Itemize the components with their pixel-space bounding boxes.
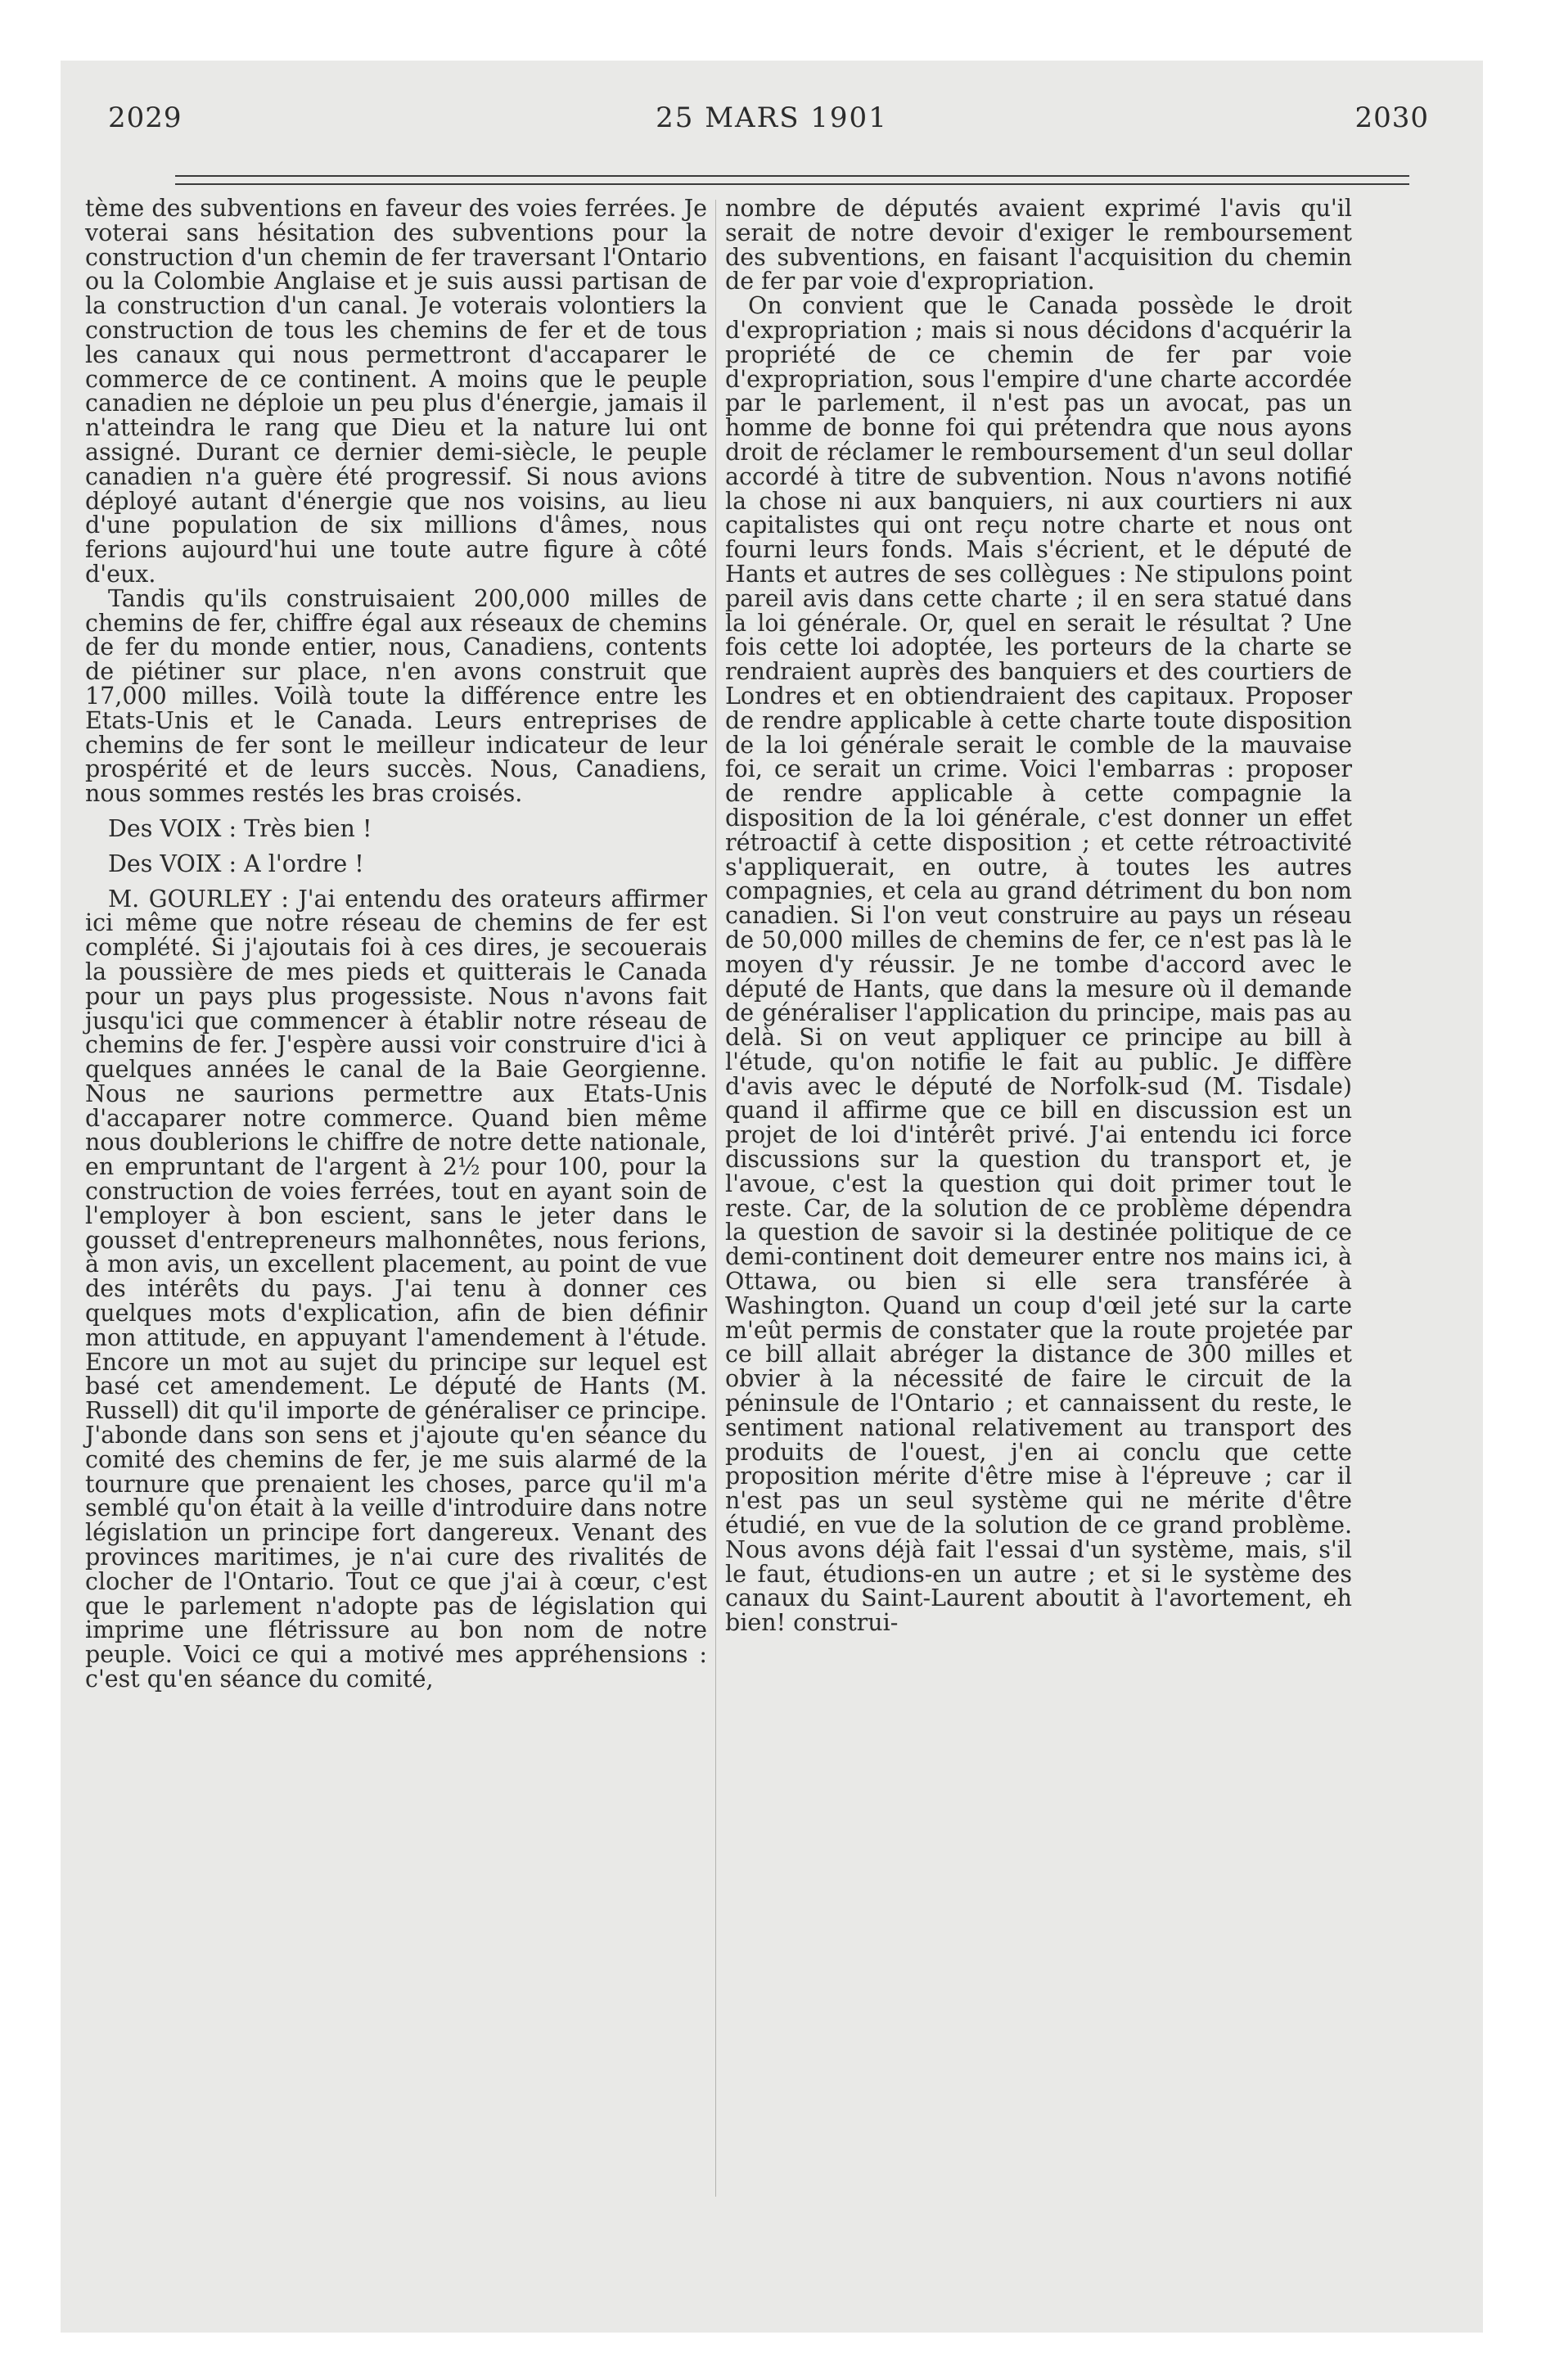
left-paragraph-2: Tandis qu'ils construisaient 200,000 milles de chemins de fer, chiffre égal aux réseaux de chemins de fer du monde entier, nous, Canadiens, contents de piétiner sur place, n'en avons construit que 17,000 milles. Voilà toute la différence entre les Etats-Unis et le Canada. Leurs entreprises de chemins de fer sont le meilleur indicateur de leur prospérité et de leurs succès. Nous, Canadiens, nous sommes restés les bras croisés.	[85, 584, 707, 808]
page-date-header: 25 MARS 1901	[656, 101, 888, 134]
column-divider	[715, 200, 716, 2197]
scanned-page	[61, 61, 1483, 2333]
voices-interjection-2: Des VOIX : A l'ordre !	[108, 850, 364, 877]
page-number-left: 2029	[108, 101, 183, 134]
right-paragraph-1: nombre de députés avaient exprimé l'avis qu'il serait de notre devoir d'exiger le remboursement des subventions, en faisant l'acquisition du chemin de fer par voie d'expropriation.	[725, 195, 1352, 295]
right-paragraph-2: On convient que le Canada possède le droit d'expropriation ; mais si nous décidons d'acquérir la propriété de ce chemin de fer par voie d'expropriation, sous l'empire d'une charte accordée par le parlement, il n'est pas un avocat, pas un homme de bonne foi qui prétendra que nous ayons droit de réclamer le remboursement d'un seul dollar accordé à titre de subvention. Nous n'avons notifié la chose ni aux banquiers, ni aux courtiers ni aux capitalistes qui ont reçu notre charte et nous ont fourni leurs fonds. Mais s'écrient, et le député de Hants et autres de ses collègues : Ne stipulons point pareil avis dans cette charte ; il en sera statué dans la loi générale. Or, quel en serait le résultat ? Une fois cette loi adoptée, les porteurs de la charte se rendraient auprès des banquiers et des courtiers de Londres et en obtiendraient des capitaux. Proposer de rendre applicable à cette charte toute disposition de la loi générale serait le comble de la mauvaise foi, ce serait un crime. Voici l'embarras : proposer de rendre applicable à cette compagnie la disposition de la loi générale, c'est donner un effet rétroactif à cette disposition ; et cette rétroactivité s'appliquerait, en outre, à toutes les autres compagnies, et cela au grand détriment du bon nom canadien. Si l'on veut construire au pays un réseau de 50,000 milles de chemins de fer, ce n'est pas là le moyen d'y réussir. Je ne tombe d'accord avec le député de Hants, que dans la mesure où il demande de généraliser l'application du principe, mais pas au delà. Si on veut appliquer ce principe au bill à l'étude, qu'on notifie le fait au public. Je diffère d'avis avec le député de Norfolk-sud (M. Tisdale) quand il affirme que ce bill en discussion est un projet de loi d'intérêt privé. J'ai entendu ici force discussions sur la question du transport et, je l'avoue, c'est la question qui doit primer tout le reste. Car, de la solution de ce problème dépendra la question de savoir si la destinée politique de ce demi-continent doit demeurer entre nos mains ici, à Ottawa, ou bien si elle sera transférée à Washington. Quand un coup d'œil jeté sur la carte m'eût permis de constater que la route projetée par ce bill allait abréger la distance de 300 milles et obvier à la nécessité de faire le circuit de la péninsule de l'Ontario ; et cannaissent du reste, le sentiment national relativement au transport des produits de l'ouest, j'en ai conclu que cette proposition mérite d'être mise à l'épreuve ; car il n'est pas un seul système qui ne mérite d'être étudié, en vue de la solution de ce grand problème. Nous avons déjà fait l'essai d'un système, mais, s'il le faut, étudions-en un autre ; et si le système des canaux du Saint-Laurent aboutit à l'avortement, eh bien! construi-	[725, 292, 1352, 1637]
header-rule-top	[175, 175, 1409, 177]
voices-interjection-1: Des VOIX : Très bien !	[108, 814, 372, 842]
page-number-right: 2030	[1354, 101, 1429, 134]
left-text-column	[85, 196, 707, 1692]
left-paragraph-1: tème des subventions en faveur des voies ferrées. Je voterai sans hésitation des subventions pour la construction d'un chemin de fer traversant l'Ontario ou la Colombie Anglaise et je suis aussi partisan de la construction d'un canal. Je voterais volontiers la construction de tous les chemins de fer et de tous les canaux qui nous permettront d'accaparer le commerce de ce continent. A moins que le peuple canadien ne déploie un peu plus d'énergie, jamais il n'atteindra le rang que Dieu et la nature lui ont assigné. Durant ce dernier demi-siècle, le peuple canadien n'a guère été progressif. Si nous avions déployé autant d'énergie que nos voisins, au lieu d'une population de six millions d'âmes, nous ferions aujourd'hui une toute autre figure à côté d'eux.	[85, 195, 707, 588]
header-rule-bottom	[175, 183, 1409, 185]
right-text-column	[725, 196, 1352, 1635]
left-paragraph-gourley: M. GOURLEY : J'ai entendu des orateurs affirmer ici même que notre réseau de chemins de fer est complété. Si j'ajoutais foi à ces dires, je secouerais la poussière de mes pieds et quitterais le Canada pour un pays plus progessiste. Nous n'avons fait jusqu'ici que commencer à établir notre réseau de chemins de fer. J'espère aussi voir construire d'ici à quelques années le canal de la Baie Georgienne. Nous ne saurions permettre aux Etats-Unis d'accaparer notre commerce. Quand bien même nous doublerions le chiffre de notre dette nationale, en empruntant de l'argent à 2½ pour 100, pour la construction de voies ferrées, tout en ayant soin de l'employer à bon escient, sans le jeter dans le gousset d'entrepreneurs malhonnêtes, nous ferions, à mon avis, un excellent placement, au point de vue des intérêts du pays. J'ai tenu à donner ces quelques mots d'explication, afin de bien définir mon attitude, en appuyant l'amendement à l'étude. Encore un mot au sujet du principe sur lequel est basé cet amendement. Le député de Hants (M. Russell) dit qu'il importe de généraliser ce principe. J'abonde dans son sens et j'ajoute qu'en séance du comité des chemins de fer, je me suis alarmé de la tournure que prenaient les choses, parce qu'il m'a semblé qu'on était à la veille d'introduire dans notre législation un principe fort dangereux. Venant des provinces maritimes, je n'ai cure des rivalités de clocher de l'Ontario. Tout ce que j'ai à cœur, c'est que le parlement n'adopte pas de législation qui imprime une flétrissure au bon nom de notre peuple. Voici ce qui a motivé mes appréhensions : c'est qu'en séance du comité,	[85, 885, 707, 1693]
